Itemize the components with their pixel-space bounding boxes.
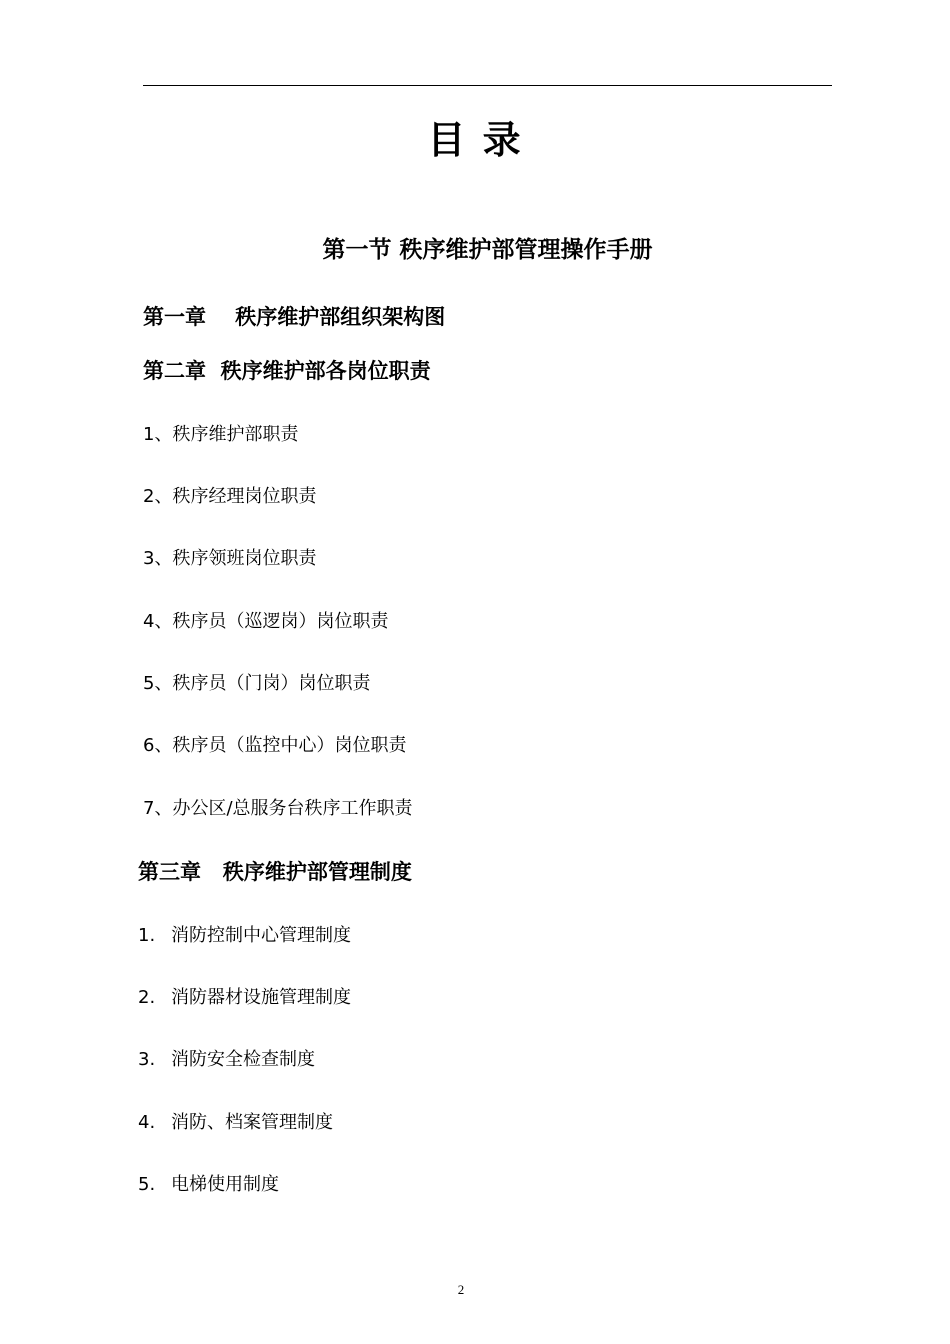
- toc-numbered-item: [138, 1110, 333, 1136]
- section-title: 第一节 秩序维护部管理操作手册: [322, 237, 653, 263]
- toc-item: 5、秩序员（门岗）岗位职责: [143, 673, 371, 694]
- chapter-3-heading: 第三章 秩序维护部管理制度: [138, 860, 412, 884]
- toc-item: 3、秩序领班岗位职责: [143, 548, 317, 569]
- toc-item: 2、秩序经理岗位职责: [143, 486, 317, 507]
- chapter-2-heading: 第二章 秩序维护部各岗位职责: [143, 359, 431, 383]
- item-text: 消防、档案管理制度: [171, 1112, 333, 1133]
- toc-item: 1、秩序维护部职责: [143, 424, 299, 445]
- item-number: 2.: [138, 987, 156, 1008]
- chapter-1-heading: 第一章 秩序维护部组织架构图: [143, 305, 446, 329]
- toc-title: 目 录: [427, 118, 523, 162]
- toc-numbered-item: [138, 1172, 279, 1198]
- item-text: 消防安全检查制度: [171, 1049, 315, 1070]
- toc-numbered-item: [138, 985, 351, 1011]
- toc-item: 6、秩序员（监控中心）岗位职责: [143, 735, 407, 756]
- toc-item: 4、秩序员（巡逻岗）岗位职责: [143, 611, 389, 632]
- item-number: 1.: [138, 925, 156, 946]
- toc-numbered-item: [138, 923, 351, 949]
- toc-numbered-item: [138, 1047, 315, 1073]
- item-number: 5.: [138, 1174, 156, 1195]
- page-number: 2: [457, 1282, 465, 1297]
- item-number: 3.: [138, 1049, 156, 1070]
- toc-item: 7、办公区/总服务台秩序工作职责: [143, 798, 413, 819]
- item-text: 电梯使用制度: [171, 1174, 279, 1195]
- item-text: 消防控制中心管理制度: [171, 925, 351, 946]
- item-number: 4.: [138, 1112, 156, 1133]
- header-rule: [143, 85, 832, 86]
- item-text: 消防器材设施管理制度: [171, 987, 351, 1008]
